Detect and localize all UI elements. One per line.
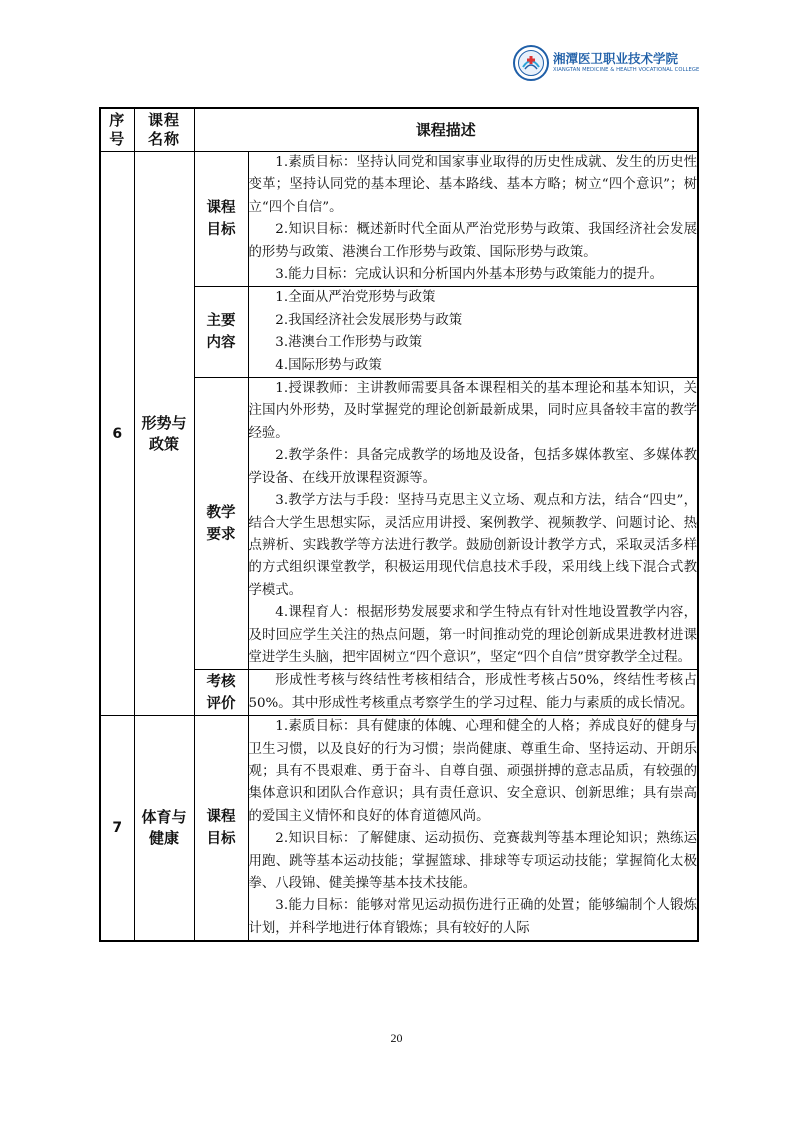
header-course-desc: 课程描述 [194,108,698,152]
paragraph: 3.能力目标：完成认识和分析国内外基本形势与政策能力的提升。 [275,267,664,283]
paragraph: 3.能力目标：能够对常见运动损伤进行正确的处置；能够编制个人锻炼计划，并科学地进行体育锻炼；具有较好的人际 [248,898,698,936]
paragraph: 2.知识目标：概述新时代全面从严治党形势与政策、我国经济社会发展的形势与政策、港澳台工作形势与政策、国际形势与政策。 [248,222,698,260]
paragraph: 1.素质目标：具有健康的体魄、心理和健全的人格；养成良好的健身与卫生习惯，以及良好的行为习惯；崇尚健康、尊重生命、坚持运动、开朗乐观；具有不畏艰难、勇于奋斗、自尊自强、顽强拼搏的意志品质，有较强的集体意识和团队合作意识；具有责任意识、安全意识、创新思维；具有崇高的爱国主义情怀和良好的体育道德风尚。 [248,719,698,824]
table-row [100,152,698,287]
paragraph: 1.素质目标：坚持认同党和国家事业取得的历史性成就、发生的历史性变革；坚持认同党的基本理论、基本路线、基本方略；树立“四个意识”；树立“四个自信”。 [248,155,698,215]
section-label: 课程目标 [194,716,248,942]
section-label: 教学要求 [194,378,248,670]
paragraph: 形成性考核与终结性考核相结合，形成性考核占50%，终结性考核占50%。其中形成性考核重点考察学生的学习过程、能力与素质的成长情况。 [248,673,698,711]
paragraph: 3.教学方法与手段：坚持马克思主义立场、观点和方法，结合“四史”，结合大学生思想实际，灵活应用讲授、案例教学、视频教学、问题讨论、热点辨析、实践教学等方法进行教学。鼓励创新设计教学方式，采取灵活多样的方式组织课堂教学，积极运用现代信息技术手段，采用线上线下混合式教学模式。 [248,493,698,598]
paragraph: 3.港澳台工作形势与政策 [275,335,422,351]
course-name: 体育与健康 [134,716,194,942]
school-name-cn: 湘潭医卫职业技术学院 [553,51,679,66]
table-row [100,716,698,942]
school-logo [513,45,700,81]
section-label: 课程目标 [194,152,248,287]
course-number: 7 [100,716,134,942]
course-table [99,107,699,942]
header-course-name: 课程名称 [134,108,194,152]
school-name-en: XIANGTAN MEDICINE & HEALTH VOCATIONAL COLLEGE [553,67,700,73]
section-content [248,670,698,716]
paragraph: 1.授课教师：主讲教师需要具备本课程相关的基本理论和基本知识，关注国内外形势，及时掌握党的理论创新最新成果，同时应具备较丰富的教学经验。 [248,381,698,441]
school-emblem-icon [513,45,549,81]
paragraph: 4.国际形势与政策 [275,357,382,373]
section-content [248,716,698,942]
header-no: 序号 [100,108,134,152]
paragraph: 2.知识目标：了解健康、运动损伤、竞赛裁判等基本理论知识；熟练运用跑、跳等基本运动技能；掌握篮球、排球等专项运动技能；掌握简化太极拳、八段锦、健美操等基本技术技能。 [248,831,698,891]
section-content [248,152,698,287]
page-number: 20 [390,1031,403,1045]
paragraph: 4.课程育人：根据形势发展要求和学生特点有针对性地设置教学内容，及时回应学生关注的热点问题，第一时间推动党的理论创新成果进教材进课堂进学生头脑，把牢固树立“四个意识”，坚定“四个自信”贯穿教学全过程。 [248,605,698,665]
section-label: 考核评价 [194,670,248,716]
paragraph: 2.我国经济社会发展形势与政策 [275,312,463,328]
course-name: 形势与政策 [134,152,194,716]
section-label: 主要内容 [194,287,248,378]
section-content [248,378,698,670]
paragraph: 2.教学条件：具备完成教学的场地及设备，包括多媒体教室、多媒体教学设备、在线开放课程资源等。 [248,448,698,486]
table-header-row [100,108,698,152]
section-content [248,287,698,378]
course-number: 6 [100,152,134,716]
paragraph: 1.全面从严治党形势与政策 [275,290,436,306]
